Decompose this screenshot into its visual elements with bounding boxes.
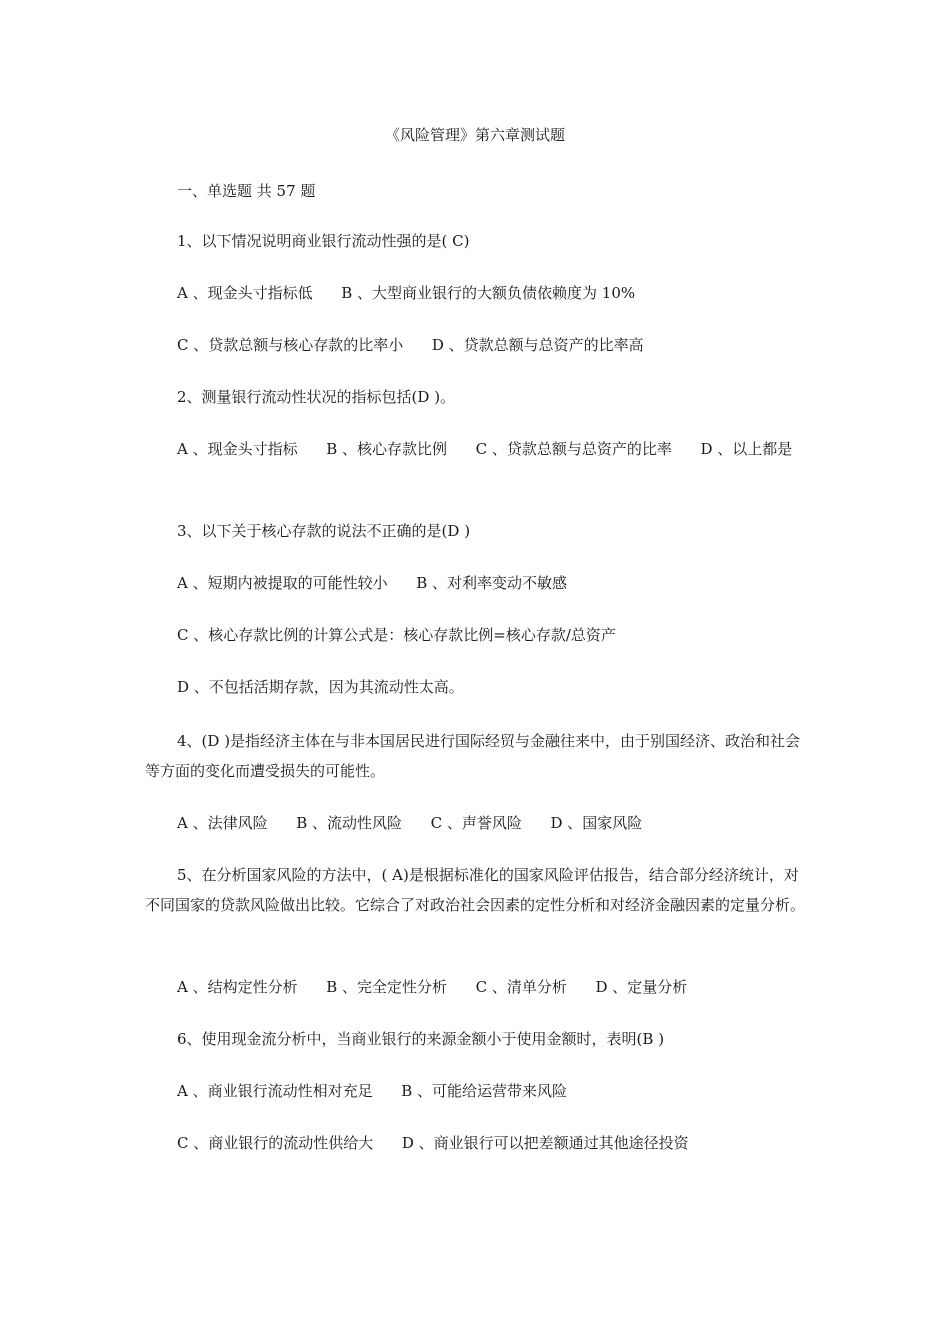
question-3-options-ab: A 、短期内被提取的可能性较小 B 、对利率变动不敏感 <box>177 574 568 592</box>
question-5-options: A 、结构定性分析 B 、完全定性分析 C 、清单分析 D 、定量分析 <box>177 978 688 996</box>
question-1-options-ab: A 、现金头寸指标低 B 、大型商业银行的大额负债依赖度为 10% <box>177 284 636 302</box>
question-1: 1、以下情况说明商业银行流动性强的是( C) <box>177 232 470 250</box>
question-3-option-d: D 、不包括活期存款，因为其流动性太高。 <box>177 678 464 696</box>
question-4-options: A 、法律风险 B 、流动性风险 C 、声誉风险 D 、国家风险 <box>177 814 643 832</box>
document-title: 《风险管理》第六章测试题 <box>384 126 565 144</box>
question-2: 2、测量银行流动性状况的指标包括(D )。 <box>177 388 456 406</box>
question-4: 4、(D )是指经济主体在与非本国居民进行国际经贸与金融往来中，由于别国经济、政治和社会等方面的变化而遭受损失的可能性。 <box>145 732 801 780</box>
question-6-options-ab: A 、商业银行流动性相对充足 B 、可能给运营带来风险 <box>177 1082 568 1100</box>
question-3-option-c: C 、核心存款比例的计算公式是：核心存款比例=核心存款/总资产 <box>177 626 616 644</box>
question-3: 3、以下关于核心存款的说法不正确的是(D ) <box>177 522 471 540</box>
question-1-options-cd: C 、贷款总额与核心存款的比率小 D 、贷款总额与总资产的比率高 <box>177 336 644 354</box>
question-6: 6、使用现金流分析中，当商业银行的来源金额小于使用金额时，表明(B ) <box>177 1030 665 1048</box>
question-6-options-cd: C 、商业银行的流动性供给大 D 、商业银行可以把差额通过其他途径投资 <box>177 1134 689 1152</box>
question-5: 5、在分析国家风险的方法中，( A)是根据标准化的国家风险评估报告，结合部分经济统计，对不同国家的贷款风险做出比较。它综合了对政治社会因素的定性分析和对经济金融因素的定量分析。 <box>145 866 806 914</box>
question-2-options: A 、现金头寸指标 B 、核心存款比例 C 、贷款总额与总资产的比率 D 、以上都是 <box>177 440 793 458</box>
section-heading: 一、单选题 共 57 题 <box>177 182 316 200</box>
